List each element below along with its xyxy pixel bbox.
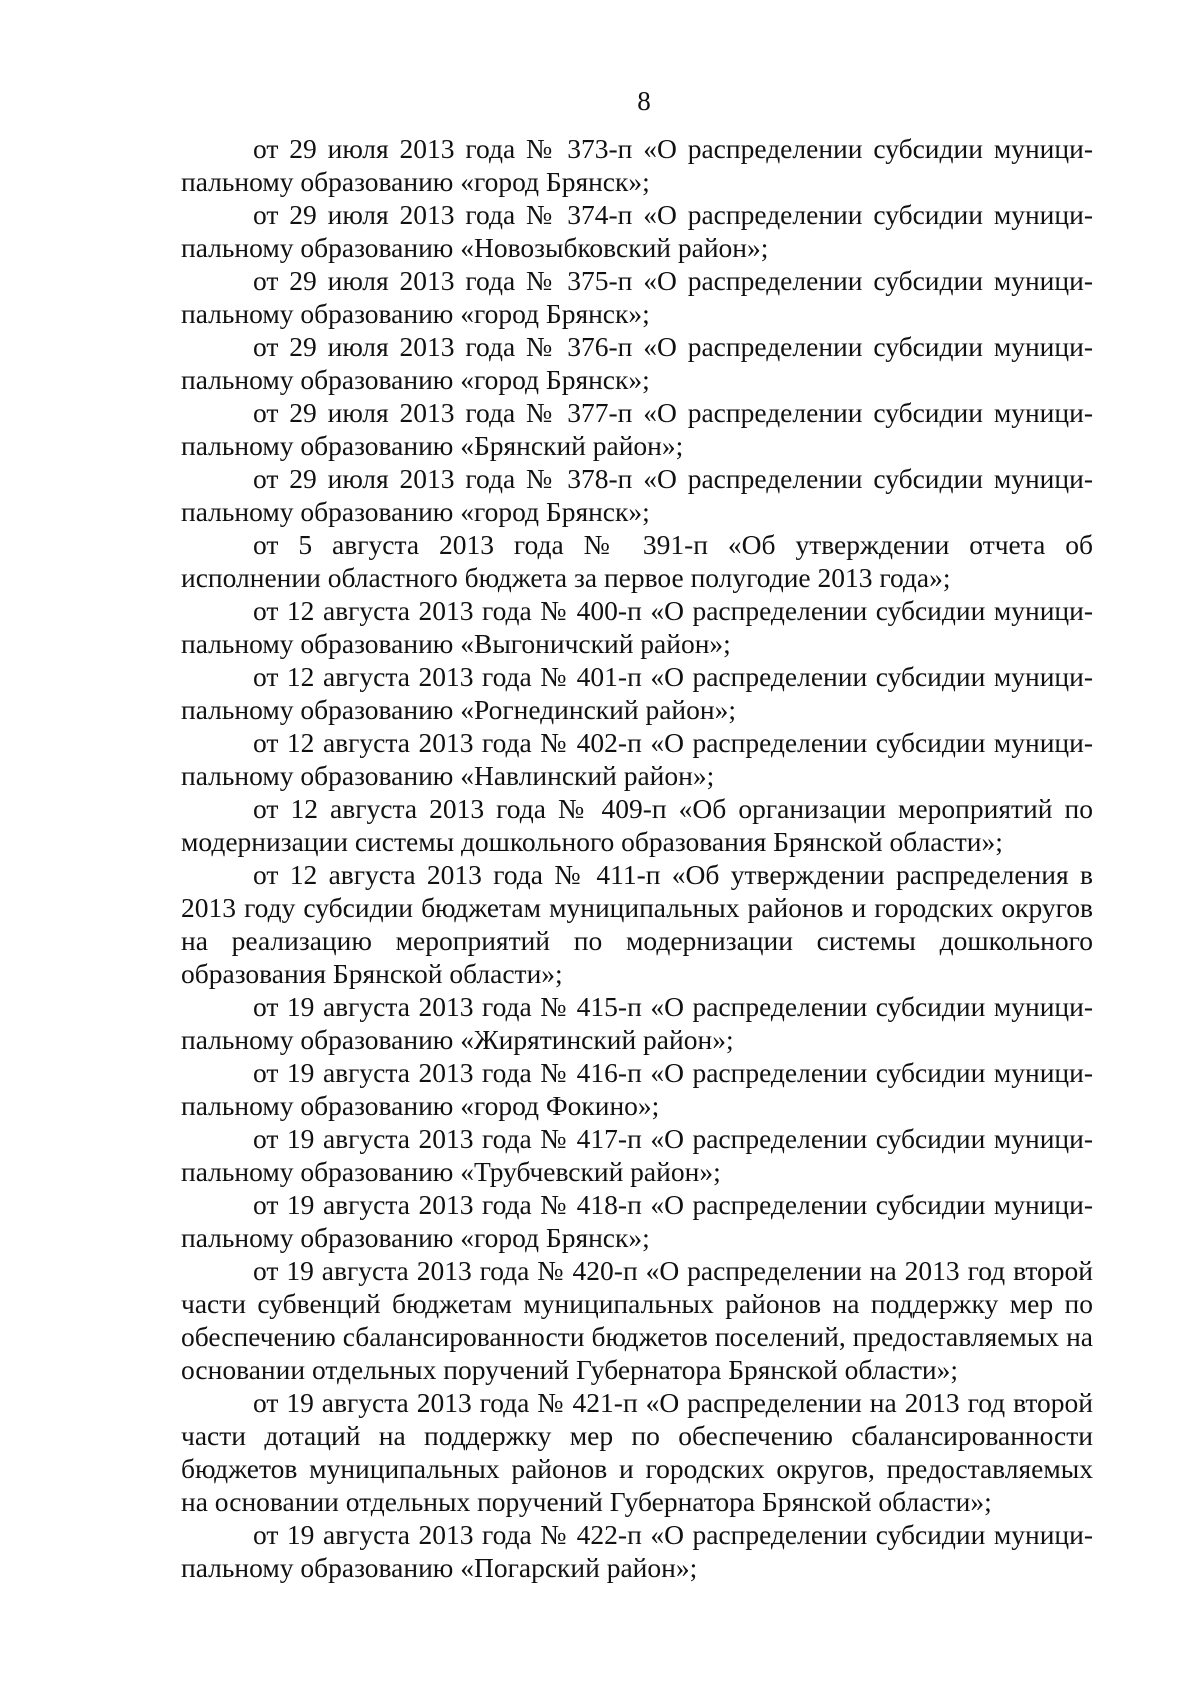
resolution-entry: от 19 августа 2013 года № 415-п «О распределении субсидии муници-пальному образованию «Жирятинский район»; [181,991,1093,1055]
resolution-entry: от 19 августа 2013 года № 416-п «О распределении субсидии муници-пальному образованию «город Фокино»; [181,1057,1093,1121]
resolution-entry: от 29 июля 2013 года № 377-п «О распределении субсидии муници-пальному образованию «Брянский район»; [181,397,1093,461]
resolution-entry: от 12 августа 2013 года № 401-п «О распределении субсидии муници-пальному образованию «Рогнединский район»; [181,661,1093,725]
resolution-entry: от 5 августа 2013 года № 391-п «Об утверждении отчета об исполнении областного бюджета за первое полугодие 2013 года»; [181,529,1093,593]
resolution-entry: от 29 июля 2013 года № 373-п «О распределении субсидии муници-пальному образованию «город Брянск»; [181,133,1093,197]
resolution-entry: от 19 августа 2013 года № 418-п «О распределении субсидии муници-пальному образованию «город Брянск»; [181,1189,1093,1253]
resolution-list [181,132,1093,1584]
resolution-entry: от 12 августа 2013 года № 400-п «О распределении субсидии муници-пальному образованию «Выгоничский район»; [181,595,1093,659]
resolution-entry: от 12 августа 2013 года № 409-п «Об организации мероприятий по модернизации системы дошкольного образования Брянской области»; [181,793,1093,857]
resolution-entry: от 12 августа 2013 года № 402-п «О распределении субсидии муници-пальному образованию «Навлинский район»; [181,727,1093,791]
resolution-entry: от 12 августа 2013 года № 411-п «Об утверждении распределения в 2013 году субсидии бюджетам муниципальных районов и городских округов на реализацию мероприятий по модернизации системы дошкольного образования Брянской области»; [181,859,1093,989]
page-number: 8 [637,86,651,116]
resolution-entry: от 29 июля 2013 года № 374-п «О распределении субсидии муници-пальному образованию «Новозыбковский район»; [181,199,1093,263]
resolution-entry: от 19 августа 2013 года № 417-п «О распределении субсидии муници-пальному образованию «Трубчевский район»; [181,1123,1093,1187]
resolution-entry: от 29 июля 2013 года № 378-п «О распределении субсидии муници-пальному образованию «город Брянск»; [181,463,1093,527]
resolution-entry: от 19 августа 2013 года № 420-п «О распределении на 2013 год второй части субвенций бюджетам муниципальных районов на поддержку мер по обеспечению сбалансированности бюджетов поселений, предоставляемых на основании отдельных поручений Губернатора Брянской области»; [181,1255,1093,1385]
resolution-entry: от 29 июля 2013 года № 375-п «О распределении субсидии муници-пальному образованию «город Брянск»; [181,265,1093,329]
resolution-entry: от 29 июля 2013 года № 376-п «О распределении субсидии муници-пальному образованию «город Брянск»; [181,331,1093,395]
resolution-entry: от 19 августа 2013 года № 422-п «О распределении субсидии муници-пальному образованию «Погарский район»; [181,1519,1093,1583]
resolution-entry: от 19 августа 2013 года № 421-п «О распределении на 2013 год второй части дотаций на поддержку мер по обеспечению сбалансированности бюджетов муниципальных районов и городских округов, предоставляемых на основании отдельных поручений Губернатора Брянской области»; [181,1387,1093,1517]
